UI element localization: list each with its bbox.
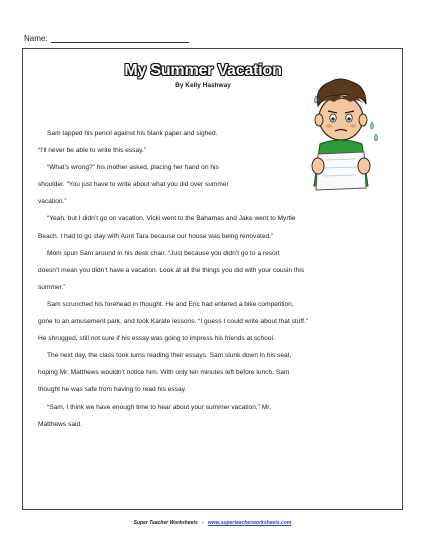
story-line: Beach. I had to go stay with Aunt Tara because our house was being renovated.” (38, 232, 274, 240)
story-text (38, 125, 398, 433)
story-line: Sam scrunched his forehead in thought. He and Eric had entered a bike competition, (47, 300, 294, 308)
name-label: Name: (24, 34, 48, 43)
story-line: summer.” (38, 283, 66, 291)
byline: By Kelly Hashway (175, 82, 231, 89)
story-line: Matthews said. (38, 420, 82, 428)
story-line: He shrugged, still not sure if his essay was going to impress his friends at school. (38, 335, 275, 343)
story-line: hoping Mr. Matthews wouldn’t notice him. With only ten minutes left before lunch, Sam (38, 369, 290, 377)
footer (0, 520, 425, 526)
footer-link[interactable]: www.superteacherworksheets.com (207, 520, 292, 526)
story-line: “I’ll never be able to write this essay.” (38, 147, 146, 155)
story-line: “Sam, I think we have enough time to hear about your summer vacation,” Mr. (47, 403, 271, 411)
page-title: My Summer Vacation (124, 62, 282, 79)
story-line: doesn’t mean you didn’t have a vacation. Look at all the things you did with your cousin this (38, 266, 305, 274)
story-line: “What’s wrong?” his mother asked, placing her hand on his (47, 164, 219, 172)
footer-brand: Super Teacher Worksheets (133, 520, 198, 526)
story-line: Sam tapped his pencil against his blank paper and sighed. (47, 130, 218, 137)
story-line: vacation.” (38, 198, 67, 206)
story-line: “Yeah, but I didn’t go on vacation. Vicki went to the Bahamas and Jake went to Myrtle (47, 215, 296, 223)
story-line: thought he was safe from having to read his essay. (38, 386, 187, 394)
story-line: Mom spun Sam around in his desk chair. “Just because you didn’t go to a resort (47, 249, 280, 257)
footer-separator: - (202, 520, 204, 526)
name-line[interactable] (51, 34, 189, 43)
story-line: gone to an amusement park, and took Karate lessons. “I guess I could write about that stuff.” (38, 318, 309, 326)
name-field (24, 34, 189, 43)
story-line: shoulder. “You just have to write about what you did over summer (38, 181, 229, 189)
story-line: The next day, the class took turns reading their essays. Sam slunk down in his seat, (47, 352, 292, 360)
